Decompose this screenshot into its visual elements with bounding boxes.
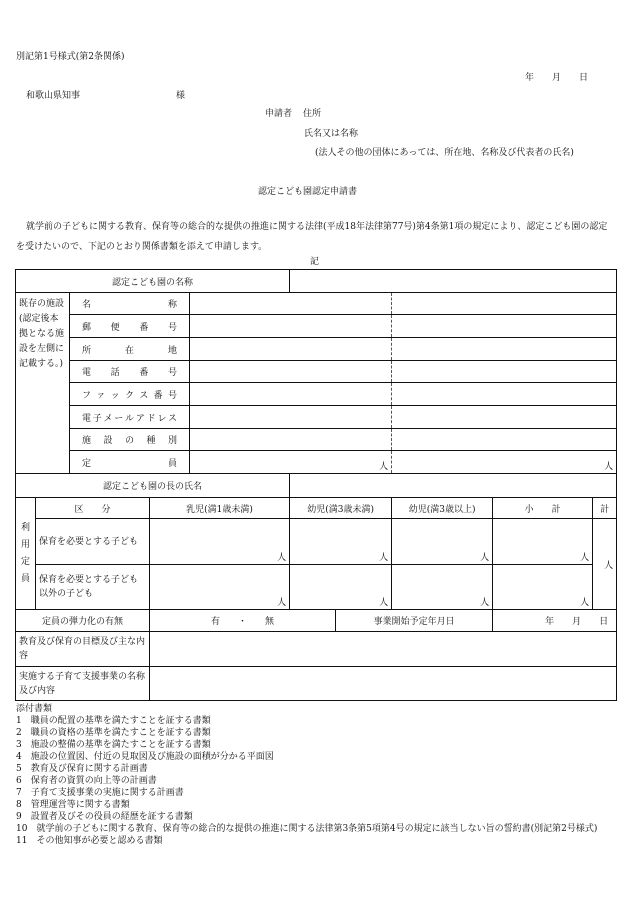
attachment-item: 7 子育て支援事業の実施に関する計画書 [16, 788, 184, 798]
type-field-secondary[interactable] [392, 429, 617, 451]
row-need-care-label: 保育を必要とする子ども [36, 519, 150, 565]
applicant-label: 申請者 [265, 109, 293, 119]
name-field-secondary[interactable] [392, 293, 617, 315]
name-note: (法人その他の団体にあっては、所在地、名称及び代表者の氏名) [315, 148, 574, 158]
need-care-subtotal[interactable] [493, 519, 593, 565]
unit-label: 人 [604, 560, 614, 571]
col-division: 区 分 [36, 498, 150, 519]
email-field-secondary[interactable] [392, 406, 617, 429]
address-label: 住所 [303, 109, 322, 119]
row-name-label: 名 称 [70, 293, 190, 315]
address-field-secondary[interactable] [392, 338, 617, 361]
need-care-infant[interactable] [150, 519, 290, 565]
addressee: 和歌山県知事 [26, 91, 81, 101]
unit-label: 人 [580, 598, 590, 608]
unit-label: 人 [277, 553, 287, 563]
honorific: 様 [176, 91, 186, 101]
goals-label: 教育及び保育の目標及び主な内容 [16, 632, 150, 667]
unit-label: 人 [604, 462, 614, 472]
elastic-value[interactable]: 有 ・ 無 [150, 610, 336, 632]
head-name-field[interactable] [290, 474, 617, 498]
support-label: 実施する子育て支援事業の名称及び内容 [16, 667, 150, 701]
application-table [15, 269, 617, 701]
attachment-item: 1 職員の配置の基準を満たすことを証する書類 [16, 716, 211, 726]
name-field-primary[interactable] [190, 293, 392, 315]
facility-name-label: 認定こども園の名称 [16, 270, 290, 293]
support-field[interactable] [150, 667, 617, 701]
row-postal-label: 郵 便 番 号 [70, 315, 190, 338]
existing-facility-label: 既存の施設(認定後本拠となる施設を左側に記載する。) [16, 293, 70, 474]
need-care-under3[interactable] [290, 519, 392, 565]
row-fax-label: ファックス番号 [70, 383, 190, 406]
unit-label: 人 [379, 553, 389, 563]
col-subtotal: 小 計 [493, 498, 593, 519]
need-care-3up[interactable] [392, 519, 493, 565]
ki-marker: 記 [310, 257, 320, 267]
attachment-item: 11 その他知事が必要と認める書類 [16, 836, 163, 846]
col-toddler-under3: 幼児(満3歳未満) [290, 498, 392, 519]
attachments [16, 703, 616, 847]
fax-field-secondary[interactable] [392, 383, 617, 406]
col-infant: 乳児(満1歳未満) [150, 498, 290, 519]
form-number: 別記第1号様式(第2条関係) [16, 52, 125, 62]
attachment-item: 8 管理運営等に関する書類 [16, 800, 130, 810]
postal-field-secondary[interactable] [392, 315, 617, 338]
row-email-label: 電子メールアドレス [70, 406, 190, 429]
row-other-label: 保育を必要とする子ども以外の子ども [36, 565, 150, 610]
attachment-item: 10 就学前の子どもに関する教育、保育等の総合的な提供の推進に関する法律第3条第5項第4号の規定に該当しない旨の誓約書(別記第2号様式) [16, 824, 598, 834]
document-title: 認定こども園認定申請書 [258, 187, 358, 197]
usage-capacity-label: 利用定員 [16, 498, 36, 610]
row-address-label: 所 在 地 [70, 338, 190, 361]
attachments-heading: 添付書類 [16, 704, 53, 714]
elastic-label: 定員の弾力化の有無 [16, 610, 150, 632]
facility-name-field[interactable] [290, 270, 617, 293]
capacity-field-secondary[interactable] [392, 451, 617, 474]
attachment-item: 3 施設の整備の基準を満たすことを証する書類 [16, 740, 211, 750]
unit-label: 人 [379, 462, 389, 472]
row-phone-label: 電 話 番 号 [70, 361, 190, 383]
other-subtotal[interactable] [493, 565, 593, 610]
other-under3[interactable] [290, 565, 392, 610]
attachment-item: 2 職員の資格の基準を満たすことを証する書類 [16, 728, 211, 738]
unit-label: 人 [379, 598, 389, 608]
unit-label: 人 [480, 553, 490, 563]
phone-field-primary[interactable] [190, 361, 392, 383]
fax-field-primary[interactable] [190, 383, 392, 406]
col-toddler-3up: 幼児(満3歳以上) [392, 498, 493, 519]
intro-paragraph: 就学前の子どもに関する教育、保育等の総合的な提供の推進に関する法律(平成18年法律第77号)第4条第1項の規定により、認定こども園の認定を受けたいので、下記のとおり関係書類を添えて申請します。 [16, 222, 608, 252]
unit-label: 人 [277, 598, 287, 608]
type-field-primary[interactable] [190, 429, 392, 451]
name-label: 氏名又は名称 [304, 129, 359, 139]
row-capacity-label: 定 員 [70, 451, 190, 474]
head-name-label: 認定こども園の長の氏名 [16, 474, 290, 498]
col-total: 計 [593, 498, 617, 519]
goals-field[interactable] [150, 632, 617, 667]
unit-label: 人 [480, 598, 490, 608]
usage-total[interactable] [593, 519, 617, 610]
start-date-value[interactable]: 年 月 日 [493, 610, 617, 632]
other-3up[interactable] [392, 565, 493, 610]
other-infant[interactable] [150, 565, 290, 610]
attachment-item: 9 設置者及びその役員の経歴を証する書類 [16, 812, 193, 822]
attachment-item: 6 保育者の資質の向上等の計画書 [16, 776, 157, 786]
phone-field-secondary[interactable] [392, 361, 617, 383]
unit-label: 人 [580, 553, 590, 563]
date-line: 年 月 日 [525, 73, 589, 83]
start-date-label: 事業開始予定年月日 [336, 610, 493, 632]
postal-field-primary[interactable] [190, 315, 392, 338]
capacity-field-primary[interactable] [190, 451, 392, 474]
attachment-item: 5 教育及び保育に関する計画書 [16, 764, 148, 774]
attachment-item: 4 施設の位置図、付近の見取図及び施設の面積が分かる平面図 [16, 752, 274, 762]
email-field-primary[interactable] [190, 406, 392, 429]
row-type-label: 施 設 の 種 別 [70, 429, 190, 451]
address-field-primary[interactable] [190, 338, 392, 361]
